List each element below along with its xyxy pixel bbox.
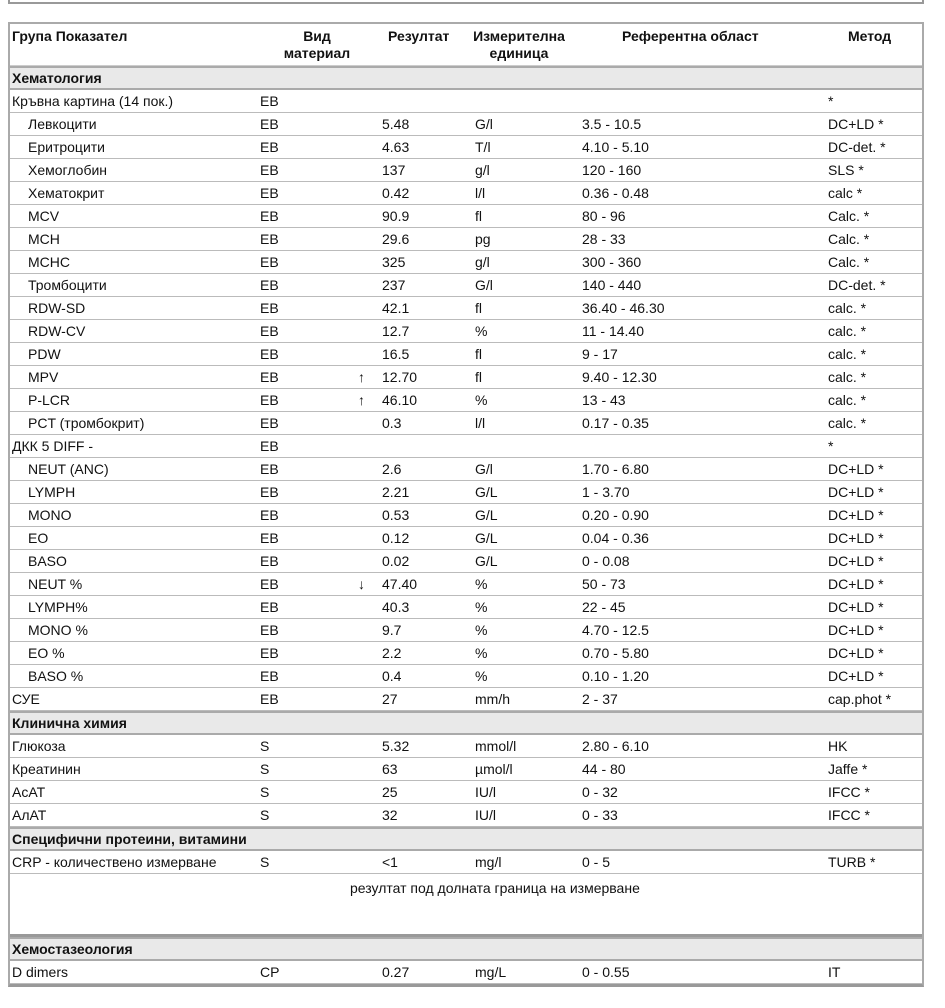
method: calc. * bbox=[828, 415, 867, 431]
method: HK bbox=[828, 738, 848, 754]
result-value: 42.1 bbox=[382, 300, 410, 316]
table-row bbox=[10, 527, 922, 550]
test-name: BASO % bbox=[28, 668, 84, 684]
reference-range: 120 - 160 bbox=[582, 162, 642, 178]
unit: % bbox=[475, 599, 488, 615]
reference-range: 22 - 45 bbox=[582, 599, 626, 615]
material: S bbox=[260, 854, 270, 870]
result-value: 2.6 bbox=[382, 461, 402, 477]
reference-range: 300 - 360 bbox=[582, 254, 642, 270]
result-value: <1 bbox=[382, 854, 398, 870]
unit: % bbox=[475, 392, 488, 408]
test-name: АлАТ bbox=[12, 807, 47, 823]
method: calc. * bbox=[828, 346, 867, 362]
material: ЕВ bbox=[260, 300, 279, 316]
result-value: 2.21 bbox=[382, 484, 410, 500]
unit: % bbox=[475, 576, 488, 592]
material: ЕВ bbox=[260, 277, 279, 293]
reference-range: 0.04 - 0.36 bbox=[582, 530, 649, 546]
note-row bbox=[10, 874, 922, 937]
reference-range: 36.40 - 46.30 bbox=[582, 300, 665, 316]
table-row bbox=[10, 297, 922, 320]
arrow-down-icon: ↓ bbox=[358, 576, 365, 592]
test-name: Левкоцити bbox=[28, 116, 97, 132]
test-name: NEUT (ANC) bbox=[28, 461, 109, 477]
result-value: 32 bbox=[382, 807, 398, 823]
result-value: 0.27 bbox=[382, 964, 410, 980]
test-name: PCT (тромбокрит) bbox=[28, 415, 145, 431]
result-value: 47.40 bbox=[382, 576, 418, 592]
table-row bbox=[10, 619, 922, 642]
reference-range: 9.40 - 12.30 bbox=[582, 369, 657, 385]
table-row bbox=[10, 758, 922, 781]
material: ЕВ bbox=[260, 599, 279, 615]
result-value: 137 bbox=[382, 162, 406, 178]
test-name: D dimers bbox=[12, 964, 69, 980]
header-material: Вид материал bbox=[283, 28, 351, 61]
unit: IU/l bbox=[475, 807, 496, 823]
unit: % bbox=[475, 323, 488, 339]
method: calc. * bbox=[828, 392, 867, 408]
method: DC+LD * bbox=[828, 484, 884, 500]
test-name: Хемоглобин bbox=[28, 162, 108, 178]
material: ЕВ bbox=[260, 116, 279, 132]
result-value: 12.7 bbox=[382, 323, 410, 339]
table-row bbox=[10, 735, 922, 758]
reference-range: 0 - 5 bbox=[582, 854, 611, 870]
material: ЕВ bbox=[260, 323, 279, 339]
results-table bbox=[8, 22, 924, 987]
method: IT bbox=[828, 964, 841, 980]
reference-range: 13 - 43 bbox=[582, 392, 626, 408]
reference-range: 44 - 80 bbox=[582, 761, 626, 777]
result-value: 0.42 bbox=[382, 185, 410, 201]
material: ЕВ bbox=[260, 415, 279, 431]
reference-range: 2.80 - 6.10 bbox=[582, 738, 649, 754]
material: ЕВ bbox=[260, 461, 279, 477]
reference-range: 11 - 14.40 bbox=[582, 323, 645, 339]
material: ЕВ bbox=[260, 668, 279, 684]
reference-range: 0.70 - 5.80 bbox=[582, 645, 649, 661]
test-name: P-LCR bbox=[28, 392, 71, 408]
unit: G/L bbox=[475, 507, 498, 523]
table-row bbox=[10, 320, 922, 343]
unit: mg/L bbox=[475, 964, 507, 980]
table-row bbox=[10, 642, 922, 665]
unit: µmol/l bbox=[475, 761, 513, 777]
method: DC+LD * bbox=[828, 116, 884, 132]
material: ЕВ bbox=[260, 346, 279, 362]
method: DC+LD * bbox=[828, 599, 884, 615]
reference-range: 50 - 73 bbox=[582, 576, 626, 592]
test-name: Хематокрит bbox=[28, 185, 105, 201]
header-result: Резултат bbox=[388, 28, 450, 44]
header-reference: Референтна област bbox=[622, 28, 759, 44]
test-name: BASO bbox=[28, 553, 67, 569]
unit: g/l bbox=[475, 254, 490, 270]
unit: IU/l bbox=[475, 784, 496, 800]
reference-range: 0 - 0.55 bbox=[582, 964, 630, 980]
method: DC+LD * bbox=[828, 645, 884, 661]
table-row bbox=[10, 550, 922, 573]
table-row bbox=[10, 573, 922, 596]
previous-section-frame bbox=[8, 0, 924, 4]
material: ЕВ bbox=[260, 139, 279, 155]
table-row bbox=[10, 159, 922, 182]
material: ЕВ bbox=[260, 530, 279, 546]
material: ЕВ bbox=[260, 507, 279, 523]
result-value: 4.63 bbox=[382, 139, 410, 155]
reference-range: 0.36 - 0.48 bbox=[582, 185, 649, 201]
table-row bbox=[10, 251, 922, 274]
table-row bbox=[10, 412, 922, 435]
unit: mmol/l bbox=[475, 738, 517, 754]
table-row bbox=[10, 961, 922, 984]
unit: T/l bbox=[475, 139, 491, 155]
method: calc * bbox=[828, 185, 863, 201]
test-name: Кръвна картина (14 пок.) bbox=[12, 93, 174, 109]
material: ЕВ bbox=[260, 553, 279, 569]
header-method: Метод bbox=[848, 28, 892, 44]
result-value: 27 bbox=[382, 691, 398, 707]
result-value: 16.5 bbox=[382, 346, 410, 362]
result-value: 2.2 bbox=[382, 645, 402, 661]
method: * bbox=[828, 438, 834, 454]
reference-range: 0.20 - 0.90 bbox=[582, 507, 649, 523]
result-value: 29.6 bbox=[382, 231, 410, 247]
reference-range: 4.10 - 5.10 bbox=[582, 139, 649, 155]
table-body bbox=[10, 66, 922, 984]
table-row bbox=[10, 113, 922, 136]
test-name: MCHC bbox=[28, 254, 70, 270]
unit: G/l bbox=[475, 116, 493, 132]
unit: G/L bbox=[475, 530, 498, 546]
result-value: 0.12 bbox=[382, 530, 410, 546]
result-value: 5.32 bbox=[382, 738, 410, 754]
table-row bbox=[10, 688, 922, 711]
reference-range: 4.70 - 12.5 bbox=[582, 622, 649, 638]
test-name: CRP - количествено измерване bbox=[12, 854, 217, 870]
method: DC+LD * bbox=[828, 530, 884, 546]
method: DC-det. * bbox=[828, 139, 886, 155]
result-value: 325 bbox=[382, 254, 406, 270]
unit: % bbox=[475, 645, 488, 661]
method: calc. * bbox=[828, 300, 867, 316]
result-value: 237 bbox=[382, 277, 406, 293]
test-name: Глюкоза bbox=[12, 738, 66, 754]
unit: G/l bbox=[475, 277, 493, 293]
table-row bbox=[10, 136, 922, 159]
result-value: 0.4 bbox=[382, 668, 402, 684]
result-value: 0.3 bbox=[382, 415, 402, 431]
test-name: MONO % bbox=[28, 622, 88, 638]
material: CP bbox=[260, 964, 280, 980]
unit: g/l bbox=[475, 162, 490, 178]
method: IFCC * bbox=[828, 807, 870, 823]
material: ЕВ bbox=[260, 645, 279, 661]
test-name: EO % bbox=[28, 645, 65, 661]
reference-range: 80 - 96 bbox=[582, 208, 626, 224]
reference-range: 0.17 - 0.35 bbox=[582, 415, 649, 431]
method: SLS * bbox=[828, 162, 864, 178]
arrow-up-icon: ↑ bbox=[358, 369, 365, 385]
material: S bbox=[260, 784, 270, 800]
unit: mg/l bbox=[475, 854, 502, 870]
result-value: 12.70 bbox=[382, 369, 418, 385]
reference-range: 0 - 32 bbox=[582, 784, 618, 800]
arrow-up-icon: ↑ bbox=[358, 392, 365, 408]
method: DC+LD * bbox=[828, 576, 884, 592]
result-value: 90.9 bbox=[382, 208, 410, 224]
result-value: 40.3 bbox=[382, 599, 410, 615]
method: calc. * bbox=[828, 369, 867, 385]
result-value: 25 bbox=[382, 784, 398, 800]
method: Calc. * bbox=[828, 254, 870, 270]
unit: l/l bbox=[475, 185, 486, 201]
test-name: MCH bbox=[28, 231, 60, 247]
unit: G/L bbox=[475, 484, 498, 500]
unit: pg bbox=[475, 231, 491, 247]
reference-range: 3.5 - 10.5 bbox=[582, 116, 642, 132]
table-row bbox=[10, 274, 922, 297]
result-value: 0.53 bbox=[382, 507, 410, 523]
method: TURB * bbox=[828, 854, 876, 870]
method: * bbox=[828, 93, 834, 109]
unit: fl bbox=[475, 346, 482, 362]
unit: l/l bbox=[475, 415, 486, 431]
unit: fl bbox=[475, 300, 482, 316]
result-value: 46.10 bbox=[382, 392, 418, 408]
material: ЕВ bbox=[260, 208, 279, 224]
material: ЕВ bbox=[260, 369, 279, 385]
material: ЕВ bbox=[260, 484, 279, 500]
material: ЕВ bbox=[260, 691, 279, 707]
reference-range: 9 - 17 bbox=[582, 346, 618, 362]
table-row bbox=[10, 596, 922, 619]
result-value: 63 bbox=[382, 761, 398, 777]
unit: fl bbox=[475, 208, 482, 224]
material: S bbox=[260, 761, 270, 777]
reference-range: 1 - 3.70 bbox=[582, 484, 630, 500]
test-name: NEUT % bbox=[28, 576, 83, 592]
table-row bbox=[10, 851, 922, 874]
unit: mm/h bbox=[475, 691, 510, 707]
reference-range: 2 - 37 bbox=[582, 691, 618, 707]
method: DC+LD * bbox=[828, 622, 884, 638]
method: DC-det. * bbox=[828, 277, 886, 293]
header-unit: Измерителна единица bbox=[473, 28, 565, 61]
reference-range: 28 - 33 bbox=[582, 231, 626, 247]
table-header bbox=[10, 24, 922, 66]
test-name: MCV bbox=[28, 208, 60, 224]
table-row bbox=[10, 504, 922, 527]
reference-range: 0 - 33 bbox=[582, 807, 618, 823]
method: DC+LD * bbox=[828, 668, 884, 684]
test-name: Креатинин bbox=[12, 761, 81, 777]
material: ЕВ bbox=[260, 576, 279, 592]
material: ЕВ bbox=[260, 438, 279, 454]
reference-range: 1.70 - 6.80 bbox=[582, 461, 649, 477]
section-header: Хемостазеология bbox=[10, 937, 922, 961]
method: Calc. * bbox=[828, 208, 870, 224]
section-header: Клинична химия bbox=[10, 711, 922, 735]
header-group: Група Показател bbox=[12, 28, 128, 44]
table-row bbox=[10, 804, 922, 827]
test-name: ДКК 5 DIFF - bbox=[12, 438, 94, 454]
test-name: MPV bbox=[28, 369, 59, 385]
unit: fl bbox=[475, 369, 482, 385]
table-row bbox=[10, 366, 922, 389]
test-name: RDW-SD bbox=[28, 300, 86, 316]
material: ЕВ bbox=[260, 93, 279, 109]
table-row bbox=[10, 665, 922, 688]
table-row bbox=[10, 781, 922, 804]
test-name: LYMPH bbox=[28, 484, 76, 500]
method: DC+LD * bbox=[828, 553, 884, 569]
unit: G/L bbox=[475, 553, 498, 569]
reference-range: 0.10 - 1.20 bbox=[582, 668, 649, 684]
material: ЕВ bbox=[260, 162, 279, 178]
note-text: резултат под долната граница на измерване bbox=[350, 880, 640, 896]
table-row bbox=[10, 458, 922, 481]
material: ЕВ bbox=[260, 254, 279, 270]
table-row bbox=[10, 481, 922, 504]
method: DC+LD * bbox=[828, 461, 884, 477]
table-row bbox=[10, 435, 922, 458]
test-name: RDW-CV bbox=[28, 323, 86, 339]
method: Jaffe * bbox=[828, 761, 868, 777]
material: ЕВ bbox=[260, 622, 279, 638]
test-name: MONO bbox=[28, 507, 72, 523]
table-row bbox=[10, 389, 922, 412]
test-name: СУЕ bbox=[12, 691, 40, 707]
test-name: AcAT bbox=[12, 784, 46, 800]
material: S bbox=[260, 807, 270, 823]
test-name: PDW bbox=[28, 346, 61, 362]
test-name: Еритроцити bbox=[28, 139, 105, 155]
reference-range: 0 - 0.08 bbox=[582, 553, 630, 569]
test-name: EO bbox=[28, 530, 49, 546]
table-row bbox=[10, 228, 922, 251]
method: IFCC * bbox=[828, 784, 870, 800]
table-row bbox=[10, 182, 922, 205]
test-name: LYMPH% bbox=[28, 599, 88, 615]
material: ЕВ bbox=[260, 392, 279, 408]
unit: % bbox=[475, 668, 488, 684]
table-row bbox=[10, 90, 922, 113]
section-header: Хематология bbox=[10, 66, 922, 90]
material: ЕВ bbox=[260, 185, 279, 201]
unit: G/l bbox=[475, 461, 493, 477]
material: S bbox=[260, 738, 270, 754]
unit: % bbox=[475, 622, 488, 638]
result-value: 0.02 bbox=[382, 553, 410, 569]
table-row bbox=[10, 205, 922, 228]
method: calc. * bbox=[828, 323, 867, 339]
method: DC+LD * bbox=[828, 507, 884, 523]
reference-range: 140 - 440 bbox=[582, 277, 642, 293]
result-value: 5.48 bbox=[382, 116, 410, 132]
result-value: 9.7 bbox=[382, 622, 402, 638]
test-name: Тромбоцити bbox=[28, 277, 107, 293]
section-header: Специфични протеини, витамини bbox=[10, 827, 922, 851]
material: ЕВ bbox=[260, 231, 279, 247]
method: Calc. * bbox=[828, 231, 870, 247]
method: cap.phot * bbox=[828, 691, 892, 707]
table-row bbox=[10, 343, 922, 366]
